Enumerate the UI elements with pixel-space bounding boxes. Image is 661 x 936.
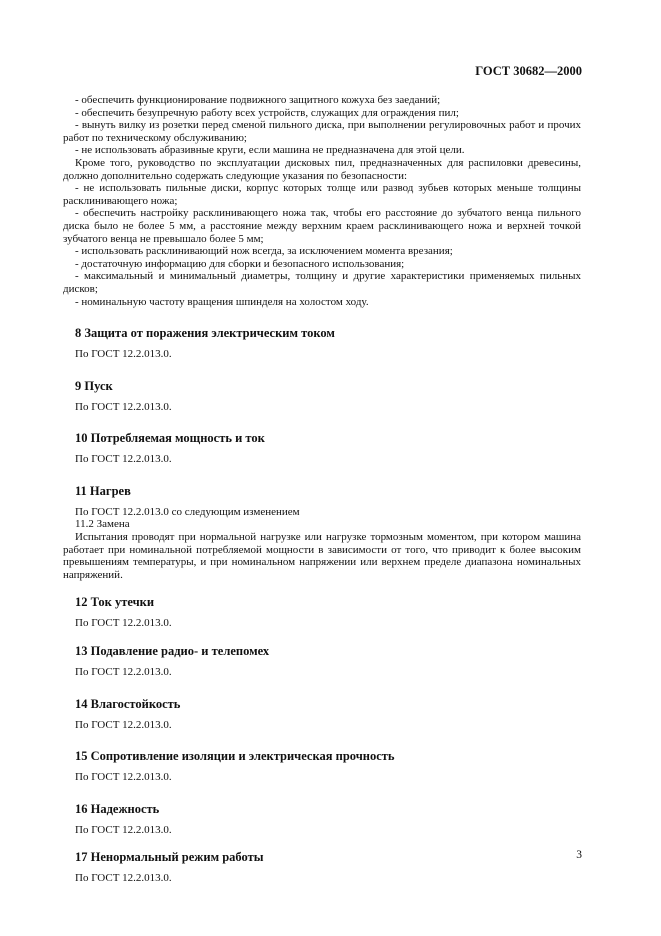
section-9 — [63, 379, 581, 414]
section-text: По ГОСТ 12.2.013.0. — [75, 617, 172, 630]
section-text: По ГОСТ 12.2.013.0. — [75, 823, 172, 836]
page-number: 3 — [576, 849, 582, 861]
intro-line: Кроме того, руководство по эксплуатации дисковых пил, предназначенных для распиловки древесины, должно дополнительно содержать следующие указания по безопасности: — [63, 156, 581, 182]
section-title: 11 Нагрев — [75, 483, 131, 498]
section-13 — [63, 644, 581, 679]
section-14 — [63, 697, 581, 732]
section-10 — [63, 431, 581, 466]
section-text: По ГОСТ 12.2.013.0. — [75, 666, 172, 679]
section-title: 9 Пуск — [75, 378, 113, 393]
section-text: По ГОСТ 12.2.013.0 со следующим изменением — [75, 505, 300, 518]
intro-line: - обеспечить функционирование подвижного защитного кожуха без заеданий; — [75, 94, 441, 106]
intro-line: - не использовать пильные диски, корпус которых толще или развод зубьев которых меньше толщины расклинивающего ножа; — [63, 182, 581, 207]
section-text: 11.2 Замена — [75, 518, 130, 531]
intro-line: - максимальный и минимальный диаметры, толщину и другие характеристики применяемых пильных дисков; — [63, 270, 581, 295]
intro-line: - достаточную информацию для сборки и безопасного использования; — [75, 257, 405, 270]
section-text: По ГОСТ 12.2.013.0. — [75, 718, 172, 731]
section-text: По ГОСТ 12.2.013.0. — [75, 348, 172, 361]
section-8 — [63, 326, 581, 361]
section-title: 15 Сопротивление изоляции и электрическая прочность — [75, 749, 395, 764]
intro-line: - вынуть вилку из розетки перед сменой пильного диска, при выполнении регулировочных работ и прочих работ по техническому обслуживанию; — [63, 119, 581, 144]
section-title: 10 Потребляемая мощность и ток — [75, 431, 265, 446]
section-16 — [63, 802, 581, 837]
section-17 — [63, 850, 581, 885]
section-11 — [63, 484, 581, 582]
section-text: По ГОСТ 12.2.013.0. — [75, 872, 172, 885]
section-text: По ГОСТ 12.2.013.0. — [75, 400, 172, 413]
intro-line: - использовать расклинивающий нож всегда, за исключением момента врезания; — [75, 245, 453, 258]
section-title: 16 Надежность — [75, 801, 160, 816]
section-title: 13 Подавление радио- и телепомех — [75, 644, 270, 659]
intro-line: - обеспечить настройку расклинивающего ножа так, чтобы его расстояние до зубчатого венца пильного диска было не более 5 мм, а расстояние между верхним краем расклинивающего ножа и верхней точкой зубчатого венца не превышало более 5 мм; — [63, 207, 581, 245]
section-title: 8 Защита от поражения электрическим током — [75, 326, 335, 341]
intro-line: - обеспечить безупречную работу всех устройств, служащих для ограждения пил; — [75, 106, 459, 119]
intro-block — [63, 94, 581, 308]
section-text: По ГОСТ 12.2.013.0. — [75, 771, 172, 784]
section-title: 17 Ненормальный режим работы — [75, 850, 264, 865]
section-text: Испытания проводят при нормальной нагрузке или нагрузке тормозным моментом, при котором машина работает при номинальной потребляемой мощности в зависимости от того, что приводит к более высоким превышениям температуры, и при номинальном напряжении или верхнем пределе диапазона номинальных напряжений. — [63, 531, 581, 581]
intro-line: - не использовать абразивные круги, если машина не предназначена для этой цели. — [75, 144, 465, 157]
document-header: ГОСТ 30682—2000 — [475, 64, 582, 78]
intro-line: - номинальную частоту вращения шпинделя на холостом ходу. — [75, 295, 369, 308]
section-title: 14 Влагостойкость — [75, 696, 181, 711]
document-body — [63, 94, 581, 885]
section-text: По ГОСТ 12.2.013.0. — [75, 453, 172, 466]
section-12 — [63, 595, 581, 630]
section-15 — [63, 749, 581, 784]
section-title: 12 Ток утечки — [75, 595, 155, 610]
